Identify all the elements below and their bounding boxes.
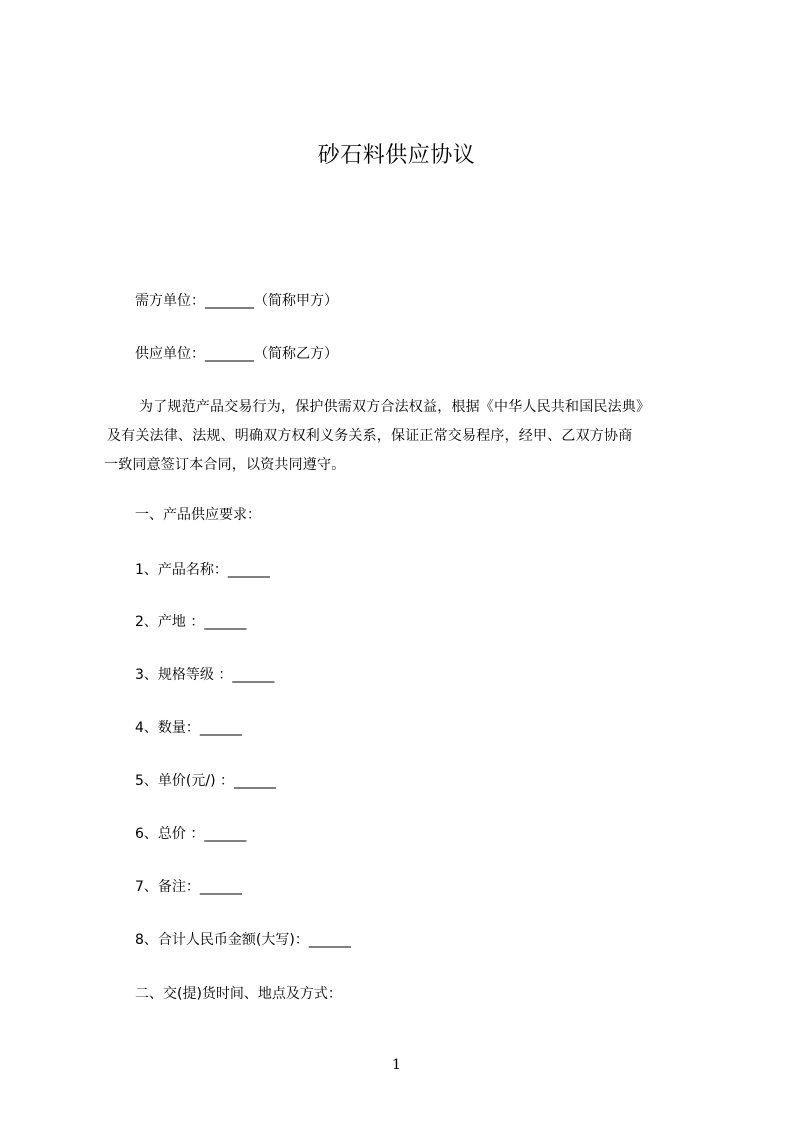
supplier-line: 供应单位：_______（简称乙方） bbox=[135, 346, 338, 362]
section-2-heading: 二、交(提)货时间、地点及方式： bbox=[135, 986, 342, 1002]
section-1-heading: 一、产品供应要求： bbox=[135, 507, 261, 523]
item-quantity: 4、数量：______ bbox=[135, 720, 242, 736]
page-number: 1 bbox=[392, 1057, 401, 1073]
item-total-price: 6、总价 ：______ bbox=[135, 826, 247, 842]
document-title: 砂石料供应协议 bbox=[317, 143, 476, 168]
preamble-line-2: 及有关法律、法规、明确双方权利义务关系，保证正常交易程序，经甲、乙双方协商 bbox=[107, 428, 633, 444]
item-product-name: 1、产品名称：______ bbox=[135, 562, 270, 578]
preamble-line-1: 为了规范产品交易行为，保护供需双方合法权益，根据《中华人民共和国民法典》 bbox=[139, 399, 651, 415]
item-grade: 3、规格等级 ：______ bbox=[135, 667, 275, 683]
item-origin: 2、产地 ：______ bbox=[135, 614, 247, 630]
preamble-paragraph bbox=[104, 393, 724, 480]
item-total-amount-uppercase: 8、合计人民币金额(大写)：______ bbox=[135, 932, 351, 948]
preamble-line-3: 一致同意签订本合同，以资共同遵守。 bbox=[104, 457, 346, 473]
item-unit-price: 5、单价(元/) ：______ bbox=[135, 773, 276, 789]
item-remarks: 7、备注：______ bbox=[135, 879, 242, 895]
buyer-line: 需方单位：_______（简称甲方） bbox=[135, 293, 338, 309]
